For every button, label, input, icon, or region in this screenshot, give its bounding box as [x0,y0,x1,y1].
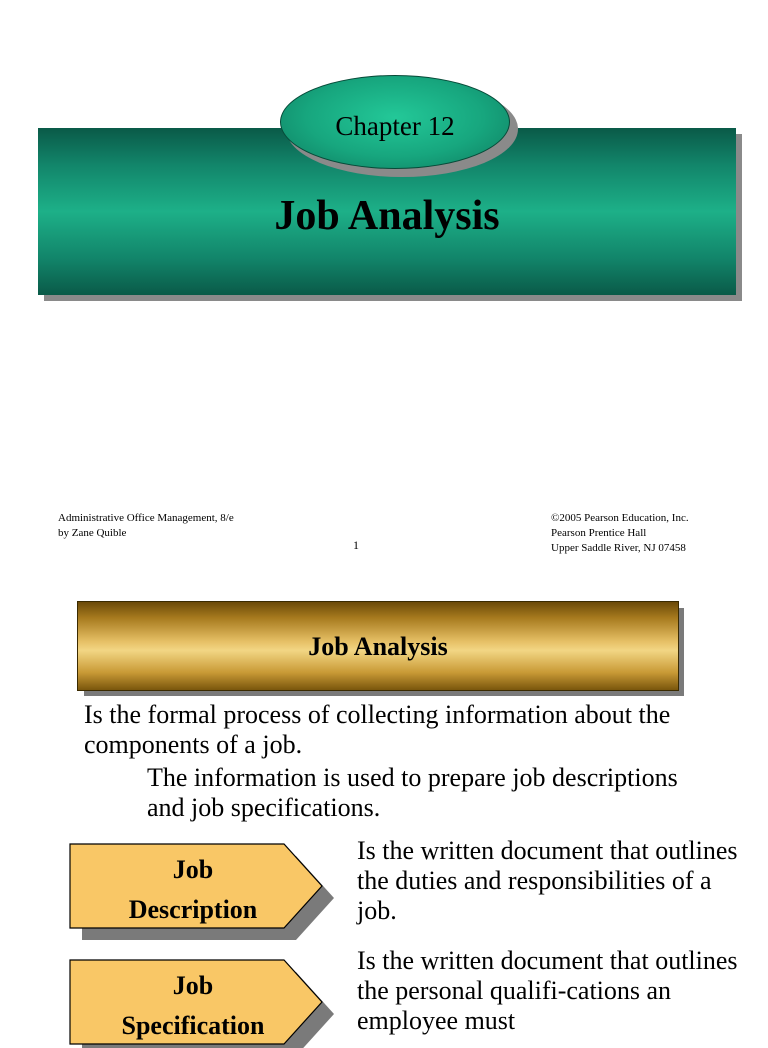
job-specification-label [88,966,298,1046]
arrow-label-line2: Specification [121,1011,265,1040]
footer-book-title: Administrative Office Management, 8/e [58,512,234,524]
footer-copyright: ©2005 Pearson Education, Inc. [551,512,689,524]
footer-right [551,511,689,556]
arrow-label-line1: Job [172,971,214,1000]
page-number: 1 [353,538,359,552]
slide-2 [0,572,768,1040]
job-description-label [88,850,298,930]
chapter-label: Chapter 12 [335,111,455,141]
footer-address: Upper Saddle River, NJ 07458 [551,542,686,554]
footer-left [58,511,234,541]
definition-text: Is the formal process of collecting information about the components of a job. [84,700,671,759]
job-description-text: Is the written document that outlines the duties and responsibilities of a job. [357,836,738,925]
footer-author: by Zane Quible [58,527,127,539]
slide-2-title: Job Analysis [308,632,448,661]
slide-1-title: Job Analysis [274,193,500,239]
arrow-label-line2: Description [128,895,258,924]
job-specification-arrow [68,958,328,1048]
job-specification-text: Is the written document that outlines the personal qualifi-cations an employee must [357,946,738,1035]
footer-publisher: Pearson Prentice Hall [551,527,647,539]
info-text: The information is used to prepare job descriptions and job specifications. [147,763,678,822]
arrow-label-line1: Job [172,855,214,884]
job-description-arrow [68,842,328,932]
